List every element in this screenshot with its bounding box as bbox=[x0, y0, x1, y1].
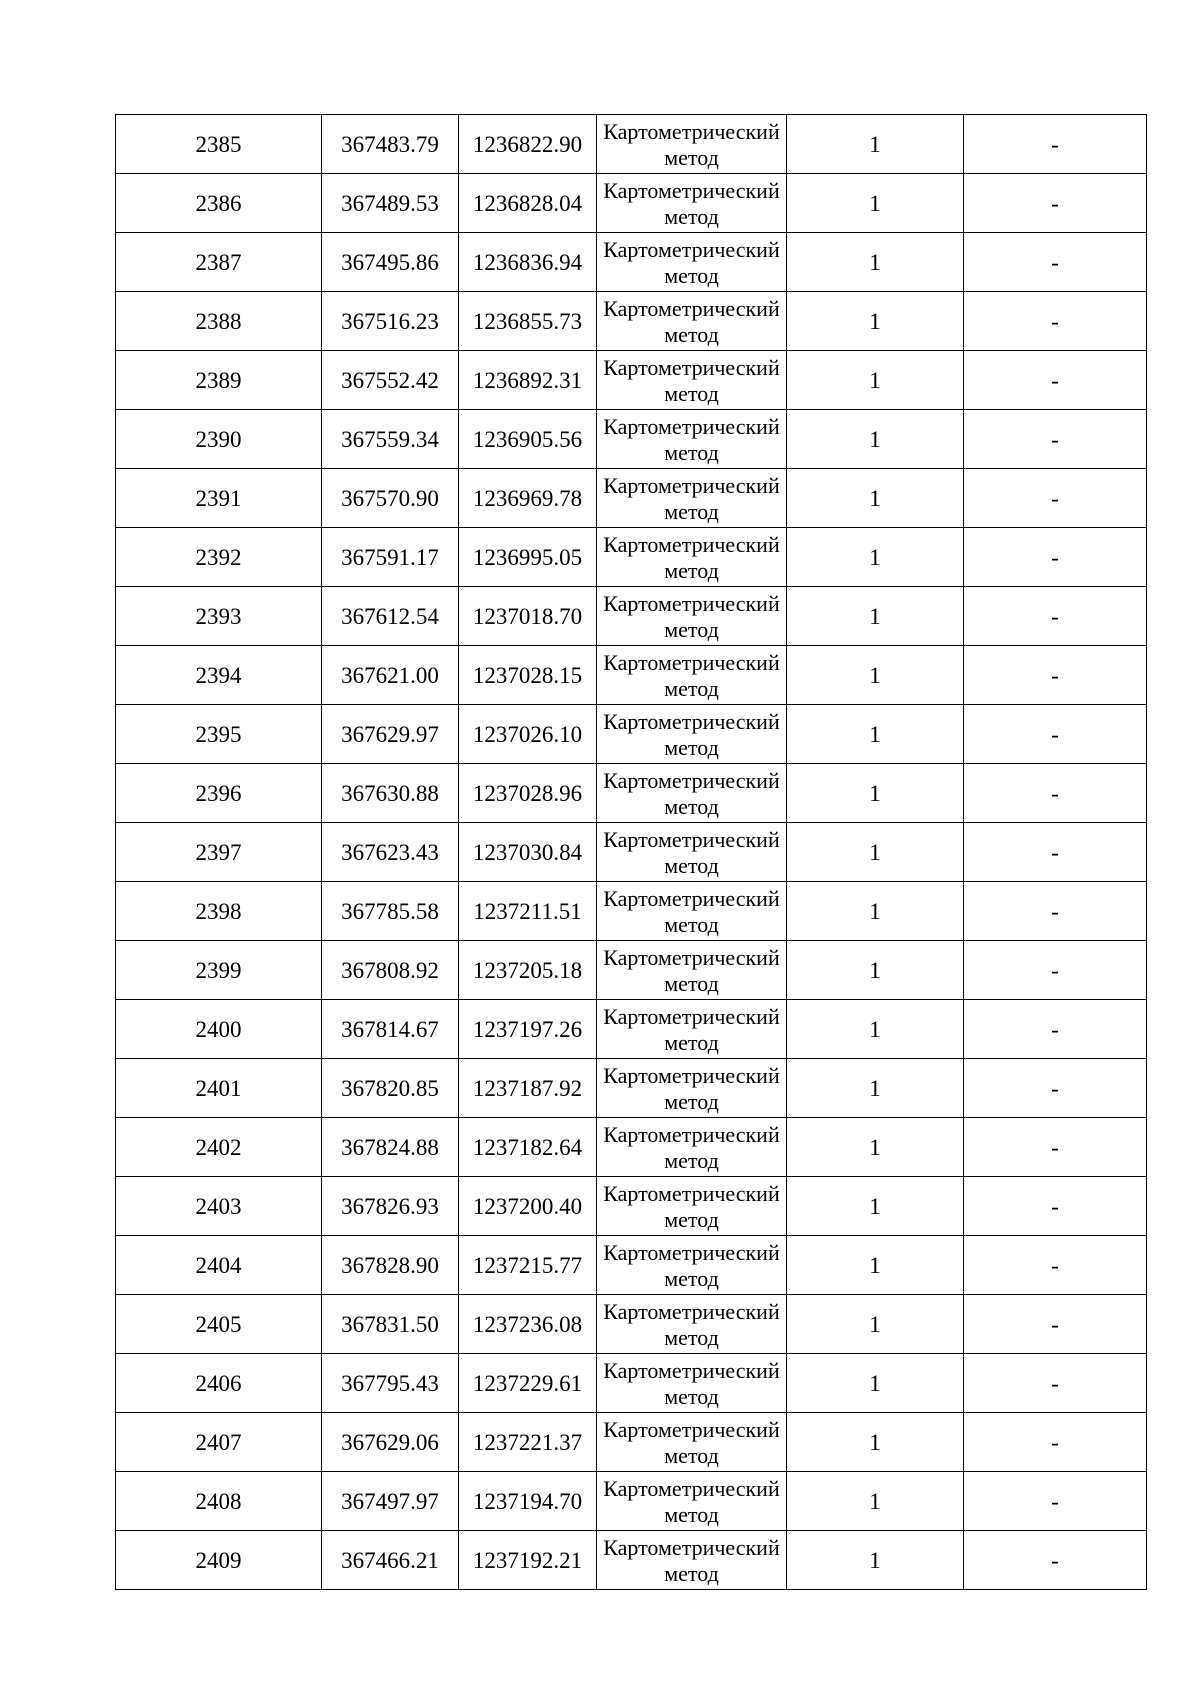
accuracy-cell: 1 bbox=[787, 823, 964, 882]
description-cell: - bbox=[964, 1354, 1147, 1413]
table-row bbox=[116, 1059, 1147, 1118]
method-cell: Картометрический метод bbox=[597, 351, 787, 410]
description-cell: - bbox=[964, 115, 1147, 174]
description-cell: - bbox=[964, 587, 1147, 646]
description-cell: - bbox=[964, 1295, 1147, 1354]
table-row bbox=[116, 705, 1147, 764]
y-coordinate-cell: 1237200.40 bbox=[459, 1177, 597, 1236]
y-coordinate-cell: 1237236.08 bbox=[459, 1295, 597, 1354]
y-coordinate-cell: 1236969.78 bbox=[459, 469, 597, 528]
x-coordinate-cell: 367795.43 bbox=[322, 1354, 459, 1413]
accuracy-cell: 1 bbox=[787, 587, 964, 646]
method-cell: Картометрический метод bbox=[597, 705, 787, 764]
method-cell: Картометрический метод bbox=[597, 646, 787, 705]
point-number-cell: 2397 bbox=[116, 823, 322, 882]
table-row bbox=[116, 1472, 1147, 1531]
x-coordinate-cell: 367495.86 bbox=[322, 233, 459, 292]
description-cell: - bbox=[964, 1177, 1147, 1236]
method-cell: Картометрический метод bbox=[597, 528, 787, 587]
accuracy-cell: 1 bbox=[787, 174, 964, 233]
point-number-cell: 2392 bbox=[116, 528, 322, 587]
point-number-cell: 2385 bbox=[116, 115, 322, 174]
table-row bbox=[116, 823, 1147, 882]
table-row bbox=[116, 1413, 1147, 1472]
x-coordinate-cell: 367630.88 bbox=[322, 764, 459, 823]
method-cell: Картометрический метод bbox=[597, 292, 787, 351]
point-number-cell: 2396 bbox=[116, 764, 322, 823]
y-coordinate-cell: 1236905.56 bbox=[459, 410, 597, 469]
point-number-cell: 2391 bbox=[116, 469, 322, 528]
method-cell: Картометрический метод bbox=[597, 882, 787, 941]
table-row bbox=[116, 528, 1147, 587]
x-coordinate-cell: 367824.88 bbox=[322, 1118, 459, 1177]
y-coordinate-cell: 1237187.92 bbox=[459, 1059, 597, 1118]
x-coordinate-cell: 367831.50 bbox=[322, 1295, 459, 1354]
table-row bbox=[116, 410, 1147, 469]
x-coordinate-cell: 367814.67 bbox=[322, 1000, 459, 1059]
table-row bbox=[116, 882, 1147, 941]
x-coordinate-cell: 367629.97 bbox=[322, 705, 459, 764]
table-row bbox=[116, 233, 1147, 292]
y-coordinate-cell: 1236995.05 bbox=[459, 528, 597, 587]
x-coordinate-cell: 367621.00 bbox=[322, 646, 459, 705]
x-coordinate-cell: 367559.34 bbox=[322, 410, 459, 469]
y-coordinate-cell: 1237194.70 bbox=[459, 1472, 597, 1531]
x-coordinate-cell: 367497.97 bbox=[322, 1472, 459, 1531]
y-coordinate-cell: 1237192.21 bbox=[459, 1531, 597, 1590]
description-cell: - bbox=[964, 1118, 1147, 1177]
point-number-cell: 2399 bbox=[116, 941, 322, 1000]
method-cell: Картометрический метод bbox=[597, 1000, 787, 1059]
accuracy-cell: 1 bbox=[787, 528, 964, 587]
description-cell: - bbox=[964, 882, 1147, 941]
description-cell: - bbox=[964, 469, 1147, 528]
accuracy-cell: 1 bbox=[787, 1236, 964, 1295]
point-number-cell: 2386 bbox=[116, 174, 322, 233]
table-row bbox=[116, 469, 1147, 528]
x-coordinate-cell: 367828.90 bbox=[322, 1236, 459, 1295]
method-cell: Картометрический метод bbox=[597, 823, 787, 882]
description-cell: - bbox=[964, 1236, 1147, 1295]
coordinates-table bbox=[115, 114, 1147, 1590]
table-row bbox=[116, 351, 1147, 410]
point-number-cell: 2401 bbox=[116, 1059, 322, 1118]
accuracy-cell: 1 bbox=[787, 351, 964, 410]
accuracy-cell: 1 bbox=[787, 705, 964, 764]
y-coordinate-cell: 1237197.26 bbox=[459, 1000, 597, 1059]
accuracy-cell: 1 bbox=[787, 292, 964, 351]
description-cell: - bbox=[964, 823, 1147, 882]
y-coordinate-cell: 1237229.61 bbox=[459, 1354, 597, 1413]
x-coordinate-cell: 367785.58 bbox=[322, 882, 459, 941]
point-number-cell: 2403 bbox=[116, 1177, 322, 1236]
point-number-cell: 2400 bbox=[116, 1000, 322, 1059]
y-coordinate-cell: 1237028.96 bbox=[459, 764, 597, 823]
accuracy-cell: 1 bbox=[787, 410, 964, 469]
x-coordinate-cell: 367552.42 bbox=[322, 351, 459, 410]
description-cell: - bbox=[964, 1000, 1147, 1059]
point-number-cell: 2406 bbox=[116, 1354, 322, 1413]
x-coordinate-cell: 367516.23 bbox=[322, 292, 459, 351]
method-cell: Картометрический метод bbox=[597, 233, 787, 292]
y-coordinate-cell: 1237026.10 bbox=[459, 705, 597, 764]
y-coordinate-cell: 1236855.73 bbox=[459, 292, 597, 351]
x-coordinate-cell: 367623.43 bbox=[322, 823, 459, 882]
point-number-cell: 2395 bbox=[116, 705, 322, 764]
description-cell: - bbox=[964, 1472, 1147, 1531]
method-cell: Картометрический метод bbox=[597, 1177, 787, 1236]
accuracy-cell: 1 bbox=[787, 1354, 964, 1413]
point-number-cell: 2388 bbox=[116, 292, 322, 351]
method-cell: Картометрический метод bbox=[597, 1472, 787, 1531]
method-cell: Картометрический метод bbox=[597, 1354, 787, 1413]
point-number-cell: 2407 bbox=[116, 1413, 322, 1472]
accuracy-cell: 1 bbox=[787, 941, 964, 1000]
accuracy-cell: 1 bbox=[787, 233, 964, 292]
y-coordinate-cell: 1236836.94 bbox=[459, 233, 597, 292]
description-cell: - bbox=[964, 646, 1147, 705]
table-row bbox=[116, 1118, 1147, 1177]
table-row bbox=[116, 1000, 1147, 1059]
method-cell: Картометрический метод bbox=[597, 1236, 787, 1295]
table-row bbox=[116, 115, 1147, 174]
description-cell: - bbox=[964, 410, 1147, 469]
x-coordinate-cell: 367612.54 bbox=[322, 587, 459, 646]
table-row bbox=[116, 941, 1147, 1000]
y-coordinate-cell: 1237205.18 bbox=[459, 941, 597, 1000]
accuracy-cell: 1 bbox=[787, 764, 964, 823]
x-coordinate-cell: 367629.06 bbox=[322, 1413, 459, 1472]
method-cell: Картометрический метод bbox=[597, 469, 787, 528]
accuracy-cell: 1 bbox=[787, 1059, 964, 1118]
method-cell: Картометрический метод bbox=[597, 1531, 787, 1590]
accuracy-cell: 1 bbox=[787, 469, 964, 528]
y-coordinate-cell: 1237215.77 bbox=[459, 1236, 597, 1295]
y-coordinate-cell: 1237030.84 bbox=[459, 823, 597, 882]
point-number-cell: 2387 bbox=[116, 233, 322, 292]
accuracy-cell: 1 bbox=[787, 1177, 964, 1236]
coordinates-table-body bbox=[116, 115, 1147, 1590]
table-row bbox=[116, 764, 1147, 823]
description-cell: - bbox=[964, 1059, 1147, 1118]
accuracy-cell: 1 bbox=[787, 1472, 964, 1531]
y-coordinate-cell: 1236828.04 bbox=[459, 174, 597, 233]
description-cell: - bbox=[964, 233, 1147, 292]
method-cell: Картометрический метод bbox=[597, 174, 787, 233]
table-row bbox=[116, 587, 1147, 646]
description-cell: - bbox=[964, 941, 1147, 1000]
method-cell: Картометрический метод bbox=[597, 941, 787, 1000]
table-row bbox=[116, 292, 1147, 351]
description-cell: - bbox=[964, 351, 1147, 410]
x-coordinate-cell: 367808.92 bbox=[322, 941, 459, 1000]
table-row bbox=[116, 1531, 1147, 1590]
method-cell: Картометрический метод bbox=[597, 1118, 787, 1177]
y-coordinate-cell: 1236892.31 bbox=[459, 351, 597, 410]
y-coordinate-cell: 1237028.15 bbox=[459, 646, 597, 705]
point-number-cell: 2390 bbox=[116, 410, 322, 469]
y-coordinate-cell: 1236822.90 bbox=[459, 115, 597, 174]
x-coordinate-cell: 367820.85 bbox=[322, 1059, 459, 1118]
x-coordinate-cell: 367466.21 bbox=[322, 1531, 459, 1590]
y-coordinate-cell: 1237182.64 bbox=[459, 1118, 597, 1177]
table-row bbox=[116, 1177, 1147, 1236]
x-coordinate-cell: 367483.79 bbox=[322, 115, 459, 174]
description-cell: - bbox=[964, 1413, 1147, 1472]
point-number-cell: 2404 bbox=[116, 1236, 322, 1295]
point-number-cell: 2398 bbox=[116, 882, 322, 941]
accuracy-cell: 1 bbox=[787, 115, 964, 174]
description-cell: - bbox=[964, 174, 1147, 233]
accuracy-cell: 1 bbox=[787, 1295, 964, 1354]
description-cell: - bbox=[964, 1531, 1147, 1590]
point-number-cell: 2408 bbox=[116, 1472, 322, 1531]
accuracy-cell: 1 bbox=[787, 1118, 964, 1177]
method-cell: Картометрический метод bbox=[597, 410, 787, 469]
point-number-cell: 2409 bbox=[116, 1531, 322, 1590]
table-row bbox=[116, 1295, 1147, 1354]
table-row bbox=[116, 646, 1147, 705]
table-row bbox=[116, 174, 1147, 233]
point-number-cell: 2393 bbox=[116, 587, 322, 646]
table-row bbox=[116, 1236, 1147, 1295]
table-row bbox=[116, 1354, 1147, 1413]
x-coordinate-cell: 367826.93 bbox=[322, 1177, 459, 1236]
y-coordinate-cell: 1237211.51 bbox=[459, 882, 597, 941]
accuracy-cell: 1 bbox=[787, 1413, 964, 1472]
description-cell: - bbox=[964, 764, 1147, 823]
description-cell: - bbox=[964, 528, 1147, 587]
method-cell: Картометрический метод bbox=[597, 1295, 787, 1354]
description-cell: - bbox=[964, 705, 1147, 764]
method-cell: Картометрический метод bbox=[597, 764, 787, 823]
method-cell: Картометрический метод bbox=[597, 1413, 787, 1472]
method-cell: Картометрический метод bbox=[597, 115, 787, 174]
point-number-cell: 2405 bbox=[116, 1295, 322, 1354]
point-number-cell: 2389 bbox=[116, 351, 322, 410]
y-coordinate-cell: 1237221.37 bbox=[459, 1413, 597, 1472]
method-cell: Картометрический метод bbox=[597, 587, 787, 646]
point-number-cell: 2394 bbox=[116, 646, 322, 705]
point-number-cell: 2402 bbox=[116, 1118, 322, 1177]
y-coordinate-cell: 1237018.70 bbox=[459, 587, 597, 646]
description-cell: - bbox=[964, 292, 1147, 351]
accuracy-cell: 1 bbox=[787, 882, 964, 941]
method-cell: Картометрический метод bbox=[597, 1059, 787, 1118]
x-coordinate-cell: 367591.17 bbox=[322, 528, 459, 587]
x-coordinate-cell: 367489.53 bbox=[322, 174, 459, 233]
accuracy-cell: 1 bbox=[787, 646, 964, 705]
accuracy-cell: 1 bbox=[787, 1531, 964, 1590]
accuracy-cell: 1 bbox=[787, 1000, 964, 1059]
x-coordinate-cell: 367570.90 bbox=[322, 469, 459, 528]
